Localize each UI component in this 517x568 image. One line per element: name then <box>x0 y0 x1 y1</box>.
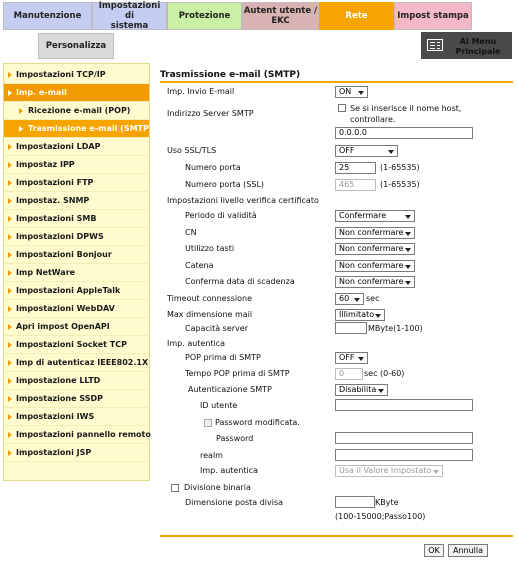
tempo-pop-input[interactable]: 0 <box>335 368 363 380</box>
catena-select[interactable]: Non confermare <box>335 260 415 272</box>
arrow-right-icon <box>8 360 12 366</box>
arrow-right-icon <box>8 432 12 438</box>
cn-label: CN <box>185 228 197 237</box>
page-title: Trasmissione e-mail (SMTP) <box>160 70 301 80</box>
tab-personalizza[interactable]: Personalizza <box>38 33 114 59</box>
realm-input[interactable] <box>335 449 473 461</box>
chevron-down-icon <box>405 215 411 219</box>
chevron-down-icon <box>378 389 384 393</box>
maxdim-select[interactable]: Illimitato <box>335 309 385 321</box>
validita-label: Periodo di validità <box>185 211 257 220</box>
dim-divisa-range: (100-15000;Passo100) <box>335 512 426 521</box>
sidebar-item-openapi[interactable]: Apri impost OpenAPI <box>4 318 149 336</box>
pwd-modificata-label: Password modificata. <box>215 418 300 427</box>
autentica-label: Imp. autentica <box>167 339 226 348</box>
bottom-divider <box>160 535 513 537</box>
imp-aut-select[interactable]: Usa il Valore Impostato <box>335 465 443 477</box>
chevron-down-icon <box>405 248 411 252</box>
arrow-right-icon <box>8 288 12 294</box>
capacita-label: Capacità server <box>185 324 248 333</box>
utilizzo-select[interactable]: Non confermare <box>335 243 415 255</box>
capacita-input[interactable] <box>335 322 367 334</box>
arrow-right-icon <box>8 396 12 402</box>
timeout-label: Timeout connessione <box>167 294 253 303</box>
chevron-down-icon <box>405 232 411 236</box>
title-divider <box>160 81 513 83</box>
id-utente-input[interactable] <box>335 399 473 411</box>
sidebar-item-webdav[interactable]: Impostazioni WebDAV <box>4 300 149 318</box>
scadenza-select[interactable]: Non confermare <box>335 276 415 288</box>
id-utente-label: ID utente <box>200 401 238 410</box>
auth-smtp-select[interactable]: Disabilita <box>335 384 388 396</box>
tab-protezione[interactable]: Protezione <box>167 2 242 30</box>
arrow-right-icon <box>8 162 12 168</box>
tab-manutenzione[interactable]: Manutenzione <box>3 2 92 30</box>
utilizzo-label: Utilizzo tasti <box>185 244 235 253</box>
capacita-unit: MByte(1-100) <box>368 324 423 333</box>
tab-impostazioni-sistema[interactable]: Impostazioni di sistema <box>92 2 167 30</box>
porta-label: Numero porta <box>185 163 241 172</box>
password-label: Password <box>216 434 254 443</box>
arrow-right-icon <box>8 144 12 150</box>
sidebar-item-ftp[interactable]: Impostazioni FTP <box>4 174 149 192</box>
divisione-label: Divisione binaria <box>184 483 251 492</box>
ssl-label: Uso SSL/TLS <box>167 146 217 155</box>
chevron-down-icon <box>405 265 411 269</box>
porta-range: (1-65535) <box>380 163 420 172</box>
auth-smtp-label: Autenticazione SMTP <box>188 385 272 394</box>
sidebar-item-bonjour[interactable]: Impostazioni Bonjour <box>4 246 149 264</box>
porta-input[interactable]: 25 <box>335 162 376 174</box>
sidebar-item-ssdp[interactable]: Impostazione SSDP <box>4 390 149 408</box>
catena-label: Catena <box>185 261 214 270</box>
sidebar-item-ipp[interactable]: Impostaz IPP <box>4 156 149 174</box>
dim-divisa-label: Dimensione posta divisa <box>185 498 284 507</box>
arrow-right-icon <box>8 216 12 222</box>
sidebar-item-jsp[interactable]: Impostazioni JSP <box>4 444 149 462</box>
sidebar-item-appletalk[interactable]: Impostazioni AppleTalk <box>4 282 149 300</box>
hostname-hint: Se si inserisce il nome host, controllare. <box>350 104 462 124</box>
password-input[interactable] <box>335 432 473 444</box>
sidebar-item-smtp[interactable]: Trasmissione e-mail (SMTP) <box>4 120 149 138</box>
tab-impost-stampa[interactable]: Impost stampa <box>394 2 472 30</box>
arrow-right-icon <box>8 450 12 456</box>
tab-rete[interactable]: Rete <box>319 2 394 30</box>
divisione-checkbox[interactable] <box>171 484 179 492</box>
arrow-right-icon <box>8 72 12 78</box>
realm-label: realm <box>200 451 223 460</box>
main-menu-button[interactable]: Al Menu Principale <box>421 32 512 59</box>
arrow-right-icon <box>8 90 12 96</box>
chevron-down-icon <box>388 150 394 154</box>
imp-invio-label: Imp. Invio E-mail <box>167 87 235 96</box>
cert-label: Impostazioni livello verifica certificato <box>167 196 319 205</box>
arrow-right-icon <box>8 306 12 312</box>
arrow-right-icon <box>8 414 12 420</box>
ssl-select[interactable]: OFF <box>335 145 398 157</box>
dim-divisa-unit: KByte <box>375 498 399 507</box>
sidebar-item-remote-panel[interactable]: Impostazioni pannello remoto <box>4 426 149 444</box>
sidebar-item-dpws[interactable]: Impostazioni DPWS <box>4 228 149 246</box>
cn-select[interactable]: Non confermare <box>335 227 415 239</box>
sidebar-item-ieee8021x[interactable]: Imp di autenticaz IEEE802.1X <box>4 354 149 372</box>
sidebar-item-snmp[interactable]: Impostaz. SNMP <box>4 192 149 210</box>
sidebar-item-pop[interactable]: Ricezione e-mail (POP) <box>4 102 149 120</box>
arrow-right-icon <box>8 252 12 258</box>
sidebar-item-smb[interactable]: Impostazioni SMB <box>4 210 149 228</box>
arrow-right-icon <box>8 342 12 348</box>
sidebar-item-netware[interactable]: Imp NetWare <box>4 264 149 282</box>
scadenza-label: Conferma data di scadenza <box>185 277 295 286</box>
menu-list-icon <box>427 39 443 51</box>
arrow-right-icon <box>8 324 12 330</box>
arrow-right-icon <box>8 378 12 384</box>
porta-ssl-label: Numero porta (SSL) <box>185 180 265 189</box>
timeout-select[interactable]: 60 <box>335 293 364 305</box>
porta-ssl-input[interactable]: 465 <box>335 179 376 191</box>
arrow-right-icon <box>8 270 12 276</box>
porta-ssl-range: (1-65535) <box>380 180 420 189</box>
chevron-down-icon <box>358 357 364 361</box>
dim-divisa-input[interactable] <box>335 496 375 508</box>
pop-select[interactable]: OFF <box>335 352 368 364</box>
tempo-pop-unit: sec (0-60) <box>364 369 405 378</box>
pwd-modificata-checkbox[interactable] <box>204 419 212 427</box>
hostname-checkbox[interactable] <box>338 104 346 112</box>
sidebar-item-iws[interactable]: Impostazioni IWS <box>4 408 149 426</box>
sidebar-item-tcpip[interactable]: Impostazioni TCP/IP <box>4 66 149 84</box>
chevron-down-icon <box>375 314 381 318</box>
chevron-down-icon <box>433 470 439 474</box>
chevron-down-icon <box>358 91 364 95</box>
arrow-right-icon <box>8 234 12 240</box>
arrow-right-icon <box>19 126 23 132</box>
chevron-down-icon <box>354 298 360 302</box>
arrow-right-icon <box>8 198 12 204</box>
tab-autent-utente[interactable]: Autent utente / EKC <box>242 2 319 30</box>
sidebar-item-lltd[interactable]: Impostazione LLTD <box>4 372 149 390</box>
arrow-right-icon <box>8 180 12 186</box>
sidebar-item-email[interactable]: Imp. e-mail <box>4 84 149 102</box>
annulla-button[interactable]: Annulla <box>448 544 488 557</box>
sidebar-item-ldap[interactable]: Impostazioni LDAP <box>4 138 149 156</box>
pop-label: POP prima di SMTP <box>185 353 261 362</box>
sidebar-item-socket-tcp[interactable]: Impostazioni Socket TCP <box>4 336 149 354</box>
ok-button[interactable]: OK <box>424 544 444 557</box>
tempo-pop-label: Tempo POP prima di SMTP <box>185 369 290 378</box>
server-smtp-input[interactable]: 0.0.0.0 <box>335 127 473 139</box>
imp-invio-select[interactable]: ON <box>335 86 368 98</box>
maxdim-label: Max dimensione mail <box>167 310 253 319</box>
imp-aut-label: Imp. autentica <box>200 466 259 475</box>
server-smtp-label: Indirizzo Server SMTP <box>167 109 254 118</box>
arrow-right-icon <box>19 108 23 114</box>
chevron-down-icon <box>405 281 411 285</box>
validita-select[interactable]: Confermare <box>335 210 415 222</box>
timeout-unit: sec <box>366 294 380 303</box>
sidebar <box>3 63 153 481</box>
